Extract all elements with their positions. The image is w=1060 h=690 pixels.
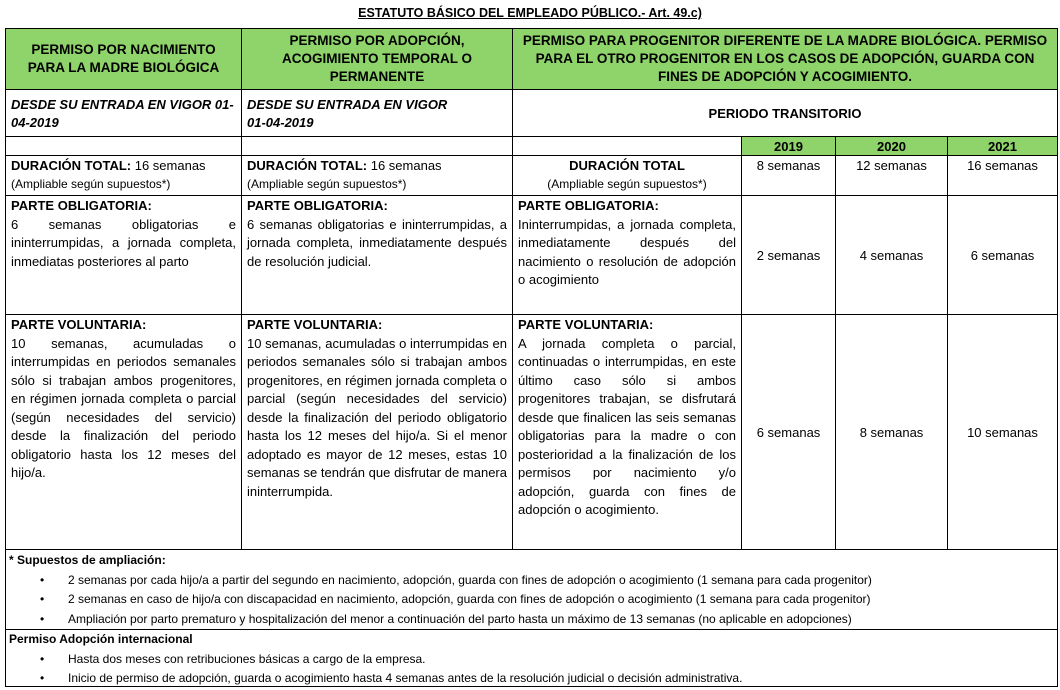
document-title: ESTATUTO BÁSICO DEL EMPLEADO PÚBLICO.- Art. 49.c) [358,6,702,20]
duracion-value: 16 semanas [131,158,206,173]
voluntaria-2019: 6 semanas [741,314,836,550]
year-2020: 2020 [835,136,948,156]
years-spacer [5,136,242,156]
voluntaria-label: PARTE VOLUNTARIA: [247,317,383,332]
vigor-text: DESDE SU ENTRADA EN VIGOR 01-04-2019 [247,97,448,130]
list-item: • 2 semanas por cada hijo/a a partir del segundo en nacimiento, adopción, guarda con fines de adopción o acogimiento (1 semana para cada progenitor) [6,571,1057,591]
list-item: • Hasta dos meses con retribuciones básicas a cargo de la empresa. [6,650,1057,670]
obligatoria-label: PARTE OBLIGATORIA: [518,198,659,213]
duracion-2020: 12 semanas [835,155,948,196]
year-2019: 2019 [741,136,836,156]
obligatoria-adopcion [241,195,513,315]
voluntaria-2021: 10 semanas [947,314,1058,550]
duracion-label: DURACIÓN TOTAL: [11,158,132,173]
list-item: • Inicio de permiso de adopción, guarda o acogimiento hasta 4 semanas antes de la resolución judicial o decisión administrativa. [6,669,1057,689]
voluntaria-text: 10 semanas, acumuladas o interrumpidas en periodos semanales sólo si trabajan ambos progenitores, en régimen jornada completa o parcial (según necesidades del servicio) desde la finalización del periodo obligatorio hasta los 12 meses del hijo/a. [11,335,236,480]
internacional-list [6,650,1057,689]
adopcion-internacional [5,629,1058,687]
duracion-nacimiento [5,155,242,196]
voluntaria-adopcion [241,314,513,550]
years-spacer [241,136,513,156]
duracion-2021: 16 semanas [947,155,1058,196]
header-nacimiento: PERMISO POR NACIMIENTO PARA LA MADRE BIOLÓGICA [5,28,242,90]
obligatoria-text: 6 semanas obligatorias e ininterrumpidas, a jornada completa, inmediatas posteriores al parto [11,216,236,269]
voluntaria-otro [512,314,742,550]
obligatoria-otro [512,195,742,315]
voluntaria-label: PARTE VOLUNTARIA: [518,317,654,332]
year-2021: 2021 [947,136,1058,156]
duracion-note: (Ampliable según supuestos*) [547,177,707,191]
obligatoria-text: 6 semanas obligatorias e ininterrumpidas, a jornada completa, inmediatamente después de resolución judicial. [247,216,507,269]
vigor-text: DESDE SU ENTRADA EN VIGOR 01-04-2019 [11,97,234,130]
supuestos-ampliacion [5,549,1058,630]
voluntaria-2020: 8 semanas [835,314,948,550]
voluntaria-text: A jornada completa o parcial, continuadas o interrumpidas, en este último caso sólo si ambos progenitores trabajan, se disfrutará desde que finalicen las seis semanas obligatorias para la madre o con posterioridad a la finalización de los permisos por nacimiento y/o adopción, guarda con fines de adopción o acogimiento. [518,335,736,517]
supuestos-heading: * Supuestos de ampliación: [9,553,166,567]
obligatoria-2020: 4 semanas [835,195,948,315]
header-adopcion: PERMISO POR ADOPCIÓN, ACOGIMIENTO TEMPORAL O PERMANENTE [241,28,513,90]
vigor-adopcion [241,89,513,137]
years-spacer [512,136,742,156]
supuestos-list [6,571,1057,630]
obligatoria-label: PARTE OBLIGATORIA: [11,198,152,213]
voluntaria-nacimiento [5,314,242,550]
duracion-value: 16 semanas [367,158,442,173]
duracion-note: (Ampliable según supuestos*) [11,177,171,191]
obligatoria-2019: 2 semanas [741,195,836,315]
duracion-adopcion [241,155,513,196]
obligatoria-2021: 6 semanas [947,195,1058,315]
header-otro-progenitor: PERMISO PARA PROGENITOR DIFERENTE DE LA MADRE BIOLÓGICA. PERMISO PARA EL OTRO PROGENITOR EN LOS CASOS DE ADOPCIÓN, GUARDA CON FINES DE ADOPCIÓN Y ACOGIMIENTO. [512,28,1058,90]
duracion-label: DURACIÓN TOTAL: [247,158,368,173]
duracion-note: (Ampliable según supuestos*) [247,177,407,191]
list-item: • Ampliación por parto prematuro y hospitalización del menor a continuación del parto hasta un máximo de 13 semanas (no aplicable en adopciones) [6,610,1057,630]
obligatoria-nacimiento [5,195,242,315]
internacional-heading: Permiso Adopción internacional [9,632,193,646]
voluntaria-label: PARTE VOLUNTARIA: [11,317,147,332]
vigor-nacimiento [5,89,242,137]
duracion-label: DURACIÓN TOTAL [569,158,685,173]
duracion-2019: 8 semanas [741,155,836,196]
duracion-otro [512,155,742,196]
obligatoria-text: Ininterrumpidas, a jornada completa, inmediatamente después del nacimiento o resolución de adopción o acogimiento [518,216,736,287]
obligatoria-label: PARTE OBLIGATORIA: [247,198,388,213]
voluntaria-text: 10 semanas, acumuladas o interrumpidas en periodos semanales sólo si trabajan ambos progenitores, en régimen jornada completa o parcial (según necesidades del servicio) desde la finalización del periodo obligatorio hasta los 12 meses del hijo/a. Si el menor adoptado es mayor de 12 meses, estas 10 semanas se tendrán que disfrutar de manera ininterrumpida. [247,335,507,499]
periodo-transitorio: PERIODO TRANSITORIO [512,89,1058,137]
list-item: • 2 semanas en caso de hijo/a con discapacidad en nacimiento, adopción, guarda con fines de adopción o acogimiento (1 semana para cada progenitor) [6,590,1057,610]
